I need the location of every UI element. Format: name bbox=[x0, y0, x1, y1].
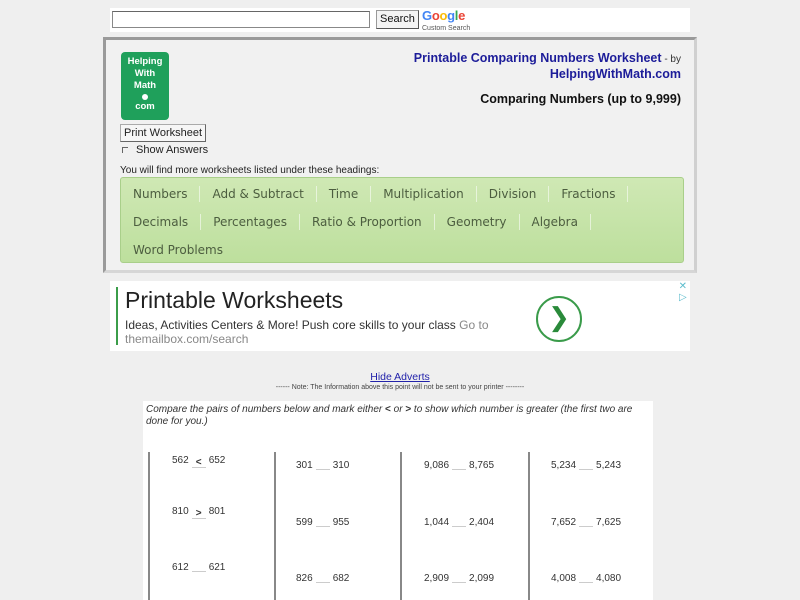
number-b: 8,765 bbox=[469, 460, 495, 471]
topic-navigation bbox=[120, 177, 684, 263]
problem-item bbox=[296, 459, 349, 471]
print-worksheet-button[interactable]: Print Worksheet bbox=[120, 124, 206, 142]
headings-note: You will find more worksheets listed under these headings: bbox=[120, 165, 380, 176]
printer-note: ------ Note: The Information above this point will not be sent to your printer -------- bbox=[275, 384, 525, 391]
topic-fractions[interactable]: Fractions bbox=[549, 186, 628, 202]
ad-url[interactable]: themailbox.com/search bbox=[125, 332, 249, 346]
worksheet-subtitle: Comparing Numbers (up to 9,999) bbox=[480, 92, 681, 106]
logo-dot-icon bbox=[142, 94, 148, 100]
ad-description bbox=[125, 318, 489, 332]
instructions-or: or bbox=[390, 404, 406, 415]
worksheet-instructions bbox=[146, 404, 651, 428]
less-than-symbol: < bbox=[385, 404, 391, 415]
answer-blank[interactable] bbox=[316, 516, 330, 527]
ad-accent-bar bbox=[116, 287, 118, 345]
topic-decimals[interactable]: Decimals bbox=[121, 214, 201, 230]
search-input[interactable] bbox=[112, 11, 370, 28]
problem-item bbox=[551, 516, 621, 528]
problem-item bbox=[296, 516, 349, 528]
problem-column bbox=[148, 452, 275, 600]
number-b: 682 bbox=[332, 573, 350, 584]
topic-row bbox=[121, 208, 683, 236]
advertisement[interactable] bbox=[110, 281, 690, 351]
topic-geometry[interactable]: Geometry bbox=[435, 214, 520, 230]
number-b: 621 bbox=[208, 562, 226, 573]
number-b: 5,243 bbox=[596, 460, 622, 471]
show-answers-label: Show Answers bbox=[136, 144, 209, 156]
number-b: 7,625 bbox=[596, 517, 622, 528]
close-icon[interactable]: ✕ bbox=[678, 281, 687, 292]
topic-division[interactable]: Division bbox=[477, 186, 550, 202]
number-a: 599 bbox=[296, 517, 313, 528]
problem-item bbox=[296, 572, 349, 584]
logo-line: Math bbox=[133, 80, 157, 91]
worksheet bbox=[143, 401, 653, 600]
problem-item bbox=[172, 506, 225, 519]
google-custom-search-bar bbox=[110, 8, 690, 32]
number-a: 5,234 bbox=[551, 460, 577, 471]
problem-item bbox=[551, 572, 621, 584]
answer-blank[interactable] bbox=[579, 516, 593, 527]
google-logo bbox=[422, 8, 470, 32]
problem-item bbox=[172, 561, 225, 573]
topic-time[interactable]: Time bbox=[317, 186, 371, 202]
number-b: 801 bbox=[208, 506, 226, 517]
header-panel bbox=[103, 37, 697, 273]
problem-column bbox=[528, 452, 655, 600]
problem-item bbox=[424, 572, 494, 584]
answer-blank[interactable] bbox=[452, 516, 466, 527]
instructions-text: Compare the pairs of numbers below and mark either bbox=[146, 404, 386, 415]
search-button[interactable]: Search bbox=[376, 10, 419, 29]
number-a: 810 bbox=[172, 506, 189, 517]
topic-word-problems[interactable]: Word Problems bbox=[133, 243, 223, 257]
page-title bbox=[414, 51, 681, 82]
answer-blank[interactable] bbox=[316, 459, 330, 470]
problem-column bbox=[400, 452, 527, 600]
answer-blank[interactable]: < bbox=[192, 457, 206, 468]
problem-item bbox=[424, 459, 494, 471]
logo-line: With bbox=[134, 68, 156, 79]
greater-than-symbol: > bbox=[405, 404, 412, 415]
ad-description-text: Ideas, Activities Centers & More! Push core skills to your class bbox=[125, 318, 456, 332]
problem-item bbox=[424, 516, 494, 528]
number-a: 9,086 bbox=[424, 460, 450, 471]
number-b: 2,404 bbox=[469, 517, 495, 528]
topic-row bbox=[121, 180, 683, 208]
topic-percentages[interactable]: Percentages bbox=[201, 214, 300, 230]
helpingwithmath-logo[interactable] bbox=[121, 52, 169, 120]
topic-algebra[interactable]: Algebra bbox=[520, 214, 591, 230]
ad-title[interactable]: Printable Worksheets bbox=[125, 287, 344, 313]
number-a: 1,044 bbox=[424, 517, 450, 528]
worksheet-title-link[interactable]: Printable Comparing Numbers Worksheet bbox=[413, 51, 662, 65]
number-a: 2,909 bbox=[424, 573, 450, 584]
number-a: 4,008 bbox=[551, 573, 577, 584]
google-wordmark: Google bbox=[422, 8, 466, 23]
answer-blank[interactable]: > bbox=[192, 508, 206, 519]
number-a: 7,652 bbox=[551, 517, 577, 528]
topic-ratio-proportion[interactable]: Ratio & Proportion bbox=[300, 214, 435, 230]
adchoices-icon[interactable]: ▷ bbox=[678, 292, 687, 303]
answer-blank[interactable] bbox=[579, 459, 593, 470]
hide-adverts-text[interactable]: Hide Adverts bbox=[370, 371, 430, 383]
answer-blank[interactable] bbox=[579, 572, 593, 583]
number-b: 2,099 bbox=[469, 573, 495, 584]
topic-multiplication[interactable]: Multiplication bbox=[371, 186, 477, 202]
logo-line: com bbox=[135, 101, 155, 112]
logo-line: Helping bbox=[127, 56, 163, 67]
show-answers-checkbox[interactable] bbox=[122, 147, 128, 153]
title-by: - by bbox=[661, 54, 681, 65]
answer-blank[interactable] bbox=[452, 572, 466, 583]
number-a: 301 bbox=[296, 460, 313, 471]
number-b: 652 bbox=[208, 455, 226, 466]
topic-row bbox=[121, 236, 683, 264]
number-b: 310 bbox=[332, 460, 350, 471]
problem-item bbox=[551, 459, 621, 471]
ad-controls bbox=[679, 281, 687, 303]
answer-blank[interactable] bbox=[452, 459, 466, 470]
problem-column bbox=[274, 452, 401, 600]
topic-numbers[interactable]: Numbers bbox=[121, 186, 200, 202]
number-a: 826 bbox=[296, 573, 313, 584]
custom-search-label: Custom Search bbox=[422, 25, 471, 32]
number-b: 955 bbox=[332, 517, 350, 528]
number-a: 562 bbox=[172, 455, 189, 466]
chevron-right-icon[interactable]: ❯ bbox=[536, 296, 582, 342]
ad-goto: Go to bbox=[459, 318, 489, 332]
topic-add-subtract[interactable]: Add & Subtract bbox=[200, 186, 316, 202]
problem-item bbox=[172, 455, 225, 468]
hide-adverts-link[interactable] bbox=[0, 371, 800, 383]
answer-blank[interactable] bbox=[192, 561, 206, 572]
site-link[interactable]: HelpingWithMath.com bbox=[549, 67, 681, 81]
show-answers-toggle[interactable] bbox=[122, 144, 208, 156]
number-a: 612 bbox=[172, 562, 189, 573]
answer-blank[interactable] bbox=[316, 572, 330, 583]
number-b: 4,080 bbox=[596, 573, 622, 584]
instructions-text: to show which number is greater (the first two are done for you.) bbox=[146, 404, 633, 427]
